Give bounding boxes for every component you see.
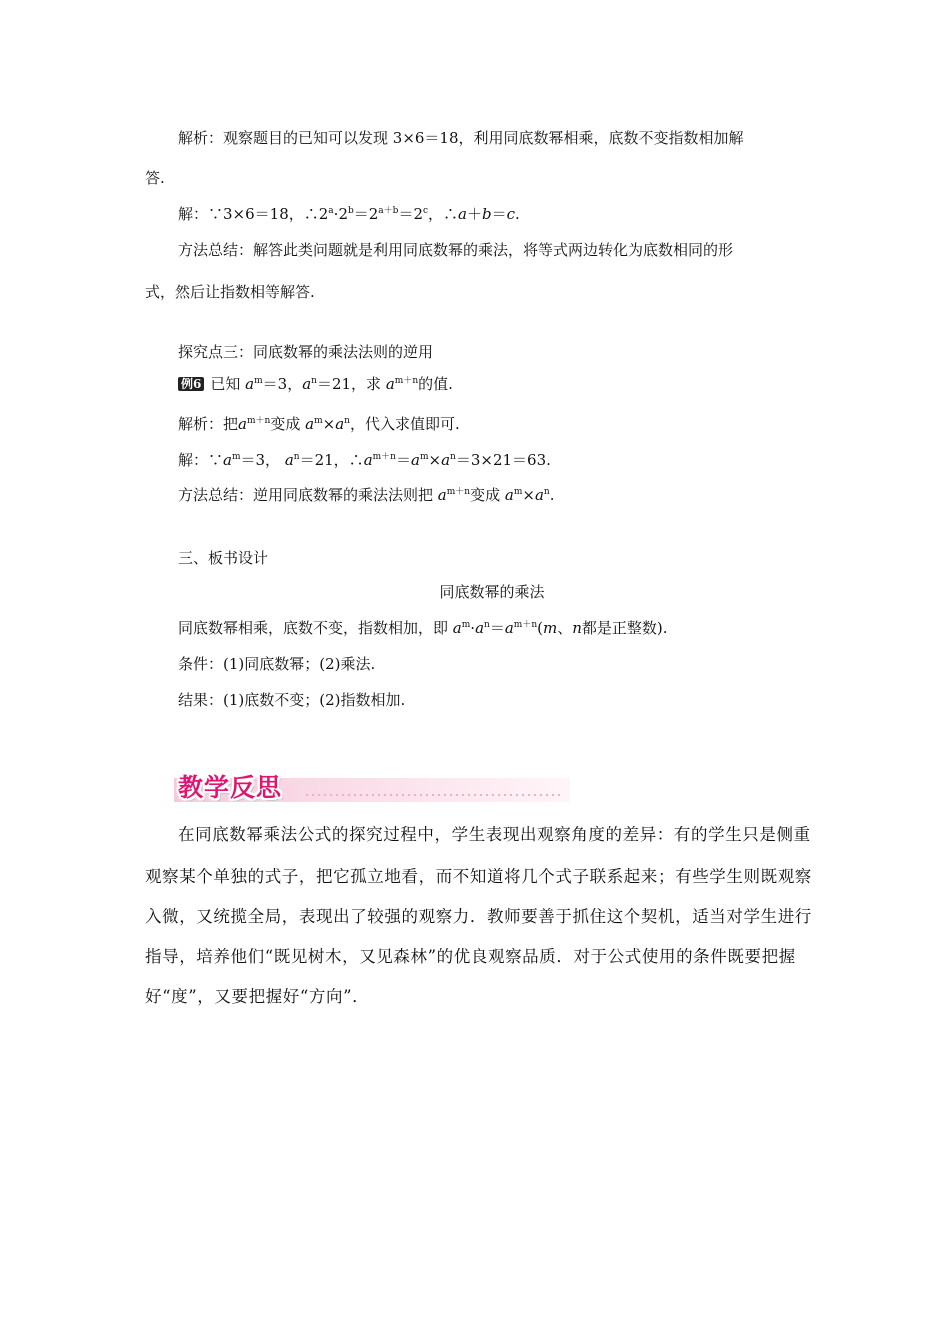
r-a1: a <box>452 619 462 637</box>
period: . <box>515 205 520 223</box>
board-results: 结果：(1)底数不变；(2)指数相加. <box>178 691 406 709</box>
q-eq21: ＝21，求 <box>316 375 382 393</box>
an-a1: a <box>238 415 247 433</box>
solution-line <box>178 204 520 224</box>
analysis-mid: 变成 <box>270 415 301 433</box>
me-sup-mn: m＋n <box>446 487 471 497</box>
reflection-line-4: 指导，培养他们“既见树木，又见森林”的优良观察品质．对于公式使用的条件既要把握 <box>145 947 796 966</box>
sol-sup-m1: m <box>231 452 241 462</box>
rule-close: 都是正整数). <box>581 619 668 637</box>
an-a2: a <box>305 415 315 433</box>
sol-sup-mn: m＋n <box>372 452 396 462</box>
sol-eq: ＝ <box>395 451 411 469</box>
plus-sign: ＋ <box>467 205 483 223</box>
board-rule <box>178 618 668 638</box>
board-heading: 三、板书设计 <box>178 549 269 567</box>
solution-mid4: ，∴ <box>428 205 459 223</box>
rule-m: m <box>543 619 558 637</box>
example6-solution <box>178 450 551 470</box>
example-badge: 例6 <box>178 377 204 391</box>
rule-eq: ＝ <box>489 619 505 637</box>
reflection-line-5: 好“度”，又要把握好“方向”． <box>145 987 370 1006</box>
analysis-suffix: ，代入求值即可. <box>349 415 460 433</box>
r-a2: a <box>475 619 485 637</box>
example6-analysis <box>178 414 460 434</box>
example6-question <box>178 374 453 394</box>
reflection-line-3: 入微，又统揽全局，表现出了较强的观察力．教师要善于抓住这个契机，适当对学生进行 <box>145 907 812 926</box>
an-sup-mn: m＋n <box>246 416 271 426</box>
rule-prefix: 同底数幂相乘，底数不变，指数相加，即 <box>178 619 449 637</box>
method-times: × <box>522 486 535 504</box>
me-a2: a <box>504 486 514 504</box>
sol-eq21: ＝21，∴ <box>299 451 364 469</box>
sol-sup-m2: m <box>419 452 429 462</box>
sol-sup-n1: n <box>293 452 300 462</box>
banner-title: 教学反思 <box>178 773 283 802</box>
sol-eq3: ＝3， <box>240 451 281 469</box>
analysis-line-2: 答. <box>145 169 165 187</box>
section-heading: 探究点三：同底数幂的乘法法则的逆用 <box>178 343 434 361</box>
example6-method <box>178 485 555 505</box>
q-a1: a <box>245 375 255 393</box>
sup-a: a <box>328 206 334 216</box>
reflection-line-2: 观察某个单独的式子，把它孤立地看，而不知道将几个式子联系起来；有些学生则既观察 <box>145 867 812 886</box>
an-sup-n: n <box>344 416 350 426</box>
r-sup-n: n <box>484 620 490 630</box>
rule-dot: · <box>470 619 476 637</box>
me-sup-m: m <box>513 487 523 497</box>
me-a1: a <box>437 486 447 504</box>
sol-a2: a <box>284 451 294 469</box>
an-a3: a <box>335 415 345 433</box>
sup-b: b <box>347 206 354 216</box>
sup-ab: a＋b <box>378 206 399 216</box>
q-a2: a <box>302 375 312 393</box>
sol-a1: a <box>223 451 232 469</box>
sol-times: × <box>428 451 442 469</box>
analysis-times: × <box>322 415 336 433</box>
rule-open: ( <box>537 619 543 637</box>
q-sup-m: m <box>254 376 263 386</box>
solution-prefix: 解：∵3×6＝18，∴2 <box>178 205 329 223</box>
var-c: c <box>506 205 516 223</box>
an-sup-m: m <box>314 416 323 426</box>
var-a: a <box>458 205 467 223</box>
q-prefix: 已知 <box>210 375 241 393</box>
solution-mid1: ·2 <box>333 205 348 223</box>
r-sup-mn: m＋n <box>513 620 538 630</box>
me-sup-n: n <box>543 487 550 497</box>
q-sup-n: n <box>311 376 317 386</box>
solution-mid2: ＝2 <box>353 205 379 223</box>
sol-prefix: 解：∵ <box>178 451 224 469</box>
reflection-line-1: 在同底数幂乘法公式的探究过程中，学生表现出观察角度的差异：有的学生只是侧重 <box>178 825 811 844</box>
sol-sup-n2: n <box>450 452 456 462</box>
sol-tail: ＝3×21＝63. <box>455 451 551 469</box>
method-line-2: 式，然后让指数相等解答. <box>145 283 315 301</box>
analysis-line-1: 解析：观察题目的已知可以发现 3×6＝18，利用同底数幂相乘，底数不变指数相加解 <box>178 129 744 147</box>
r-sup-m: m <box>461 620 471 630</box>
analysis-prefix: 解析：把 <box>178 415 239 433</box>
equals-sign: ＝ <box>491 205 507 223</box>
r-a3: a <box>504 619 514 637</box>
q-sup-mn: m＋n <box>394 376 419 386</box>
sol-a3: a <box>363 451 373 469</box>
method-line-1: 方法总结：解答此类问题就是利用同底数幂的乘法，将等式两边转化为底数相同的形 <box>178 241 734 259</box>
q-suffix: 的值. <box>418 375 453 393</box>
board-title: 同底数幂的乘法 <box>439 583 545 601</box>
sol-a5: a <box>441 451 451 469</box>
method-end: . <box>549 486 555 504</box>
board-conditions: 条件：(1)同底数幂；(2)乘法. <box>178 655 376 673</box>
solution-mid3: ＝2 <box>398 205 423 223</box>
var-b: b <box>482 205 492 223</box>
sol-a4: a <box>411 451 420 469</box>
sup-c: c <box>422 206 429 216</box>
banner-dots <box>304 792 564 798</box>
method-mid: 变成 <box>470 486 501 504</box>
rule-sep: 、 <box>557 619 573 637</box>
method-prefix: 方法总结：逆用同底数幂的乘法法则把 <box>178 486 434 504</box>
q-eq3: ＝3， <box>262 375 303 393</box>
q-a3: a <box>385 375 395 393</box>
rule-n: n <box>572 619 582 637</box>
reflection-banner <box>174 768 570 804</box>
me-a3: a <box>534 486 544 504</box>
